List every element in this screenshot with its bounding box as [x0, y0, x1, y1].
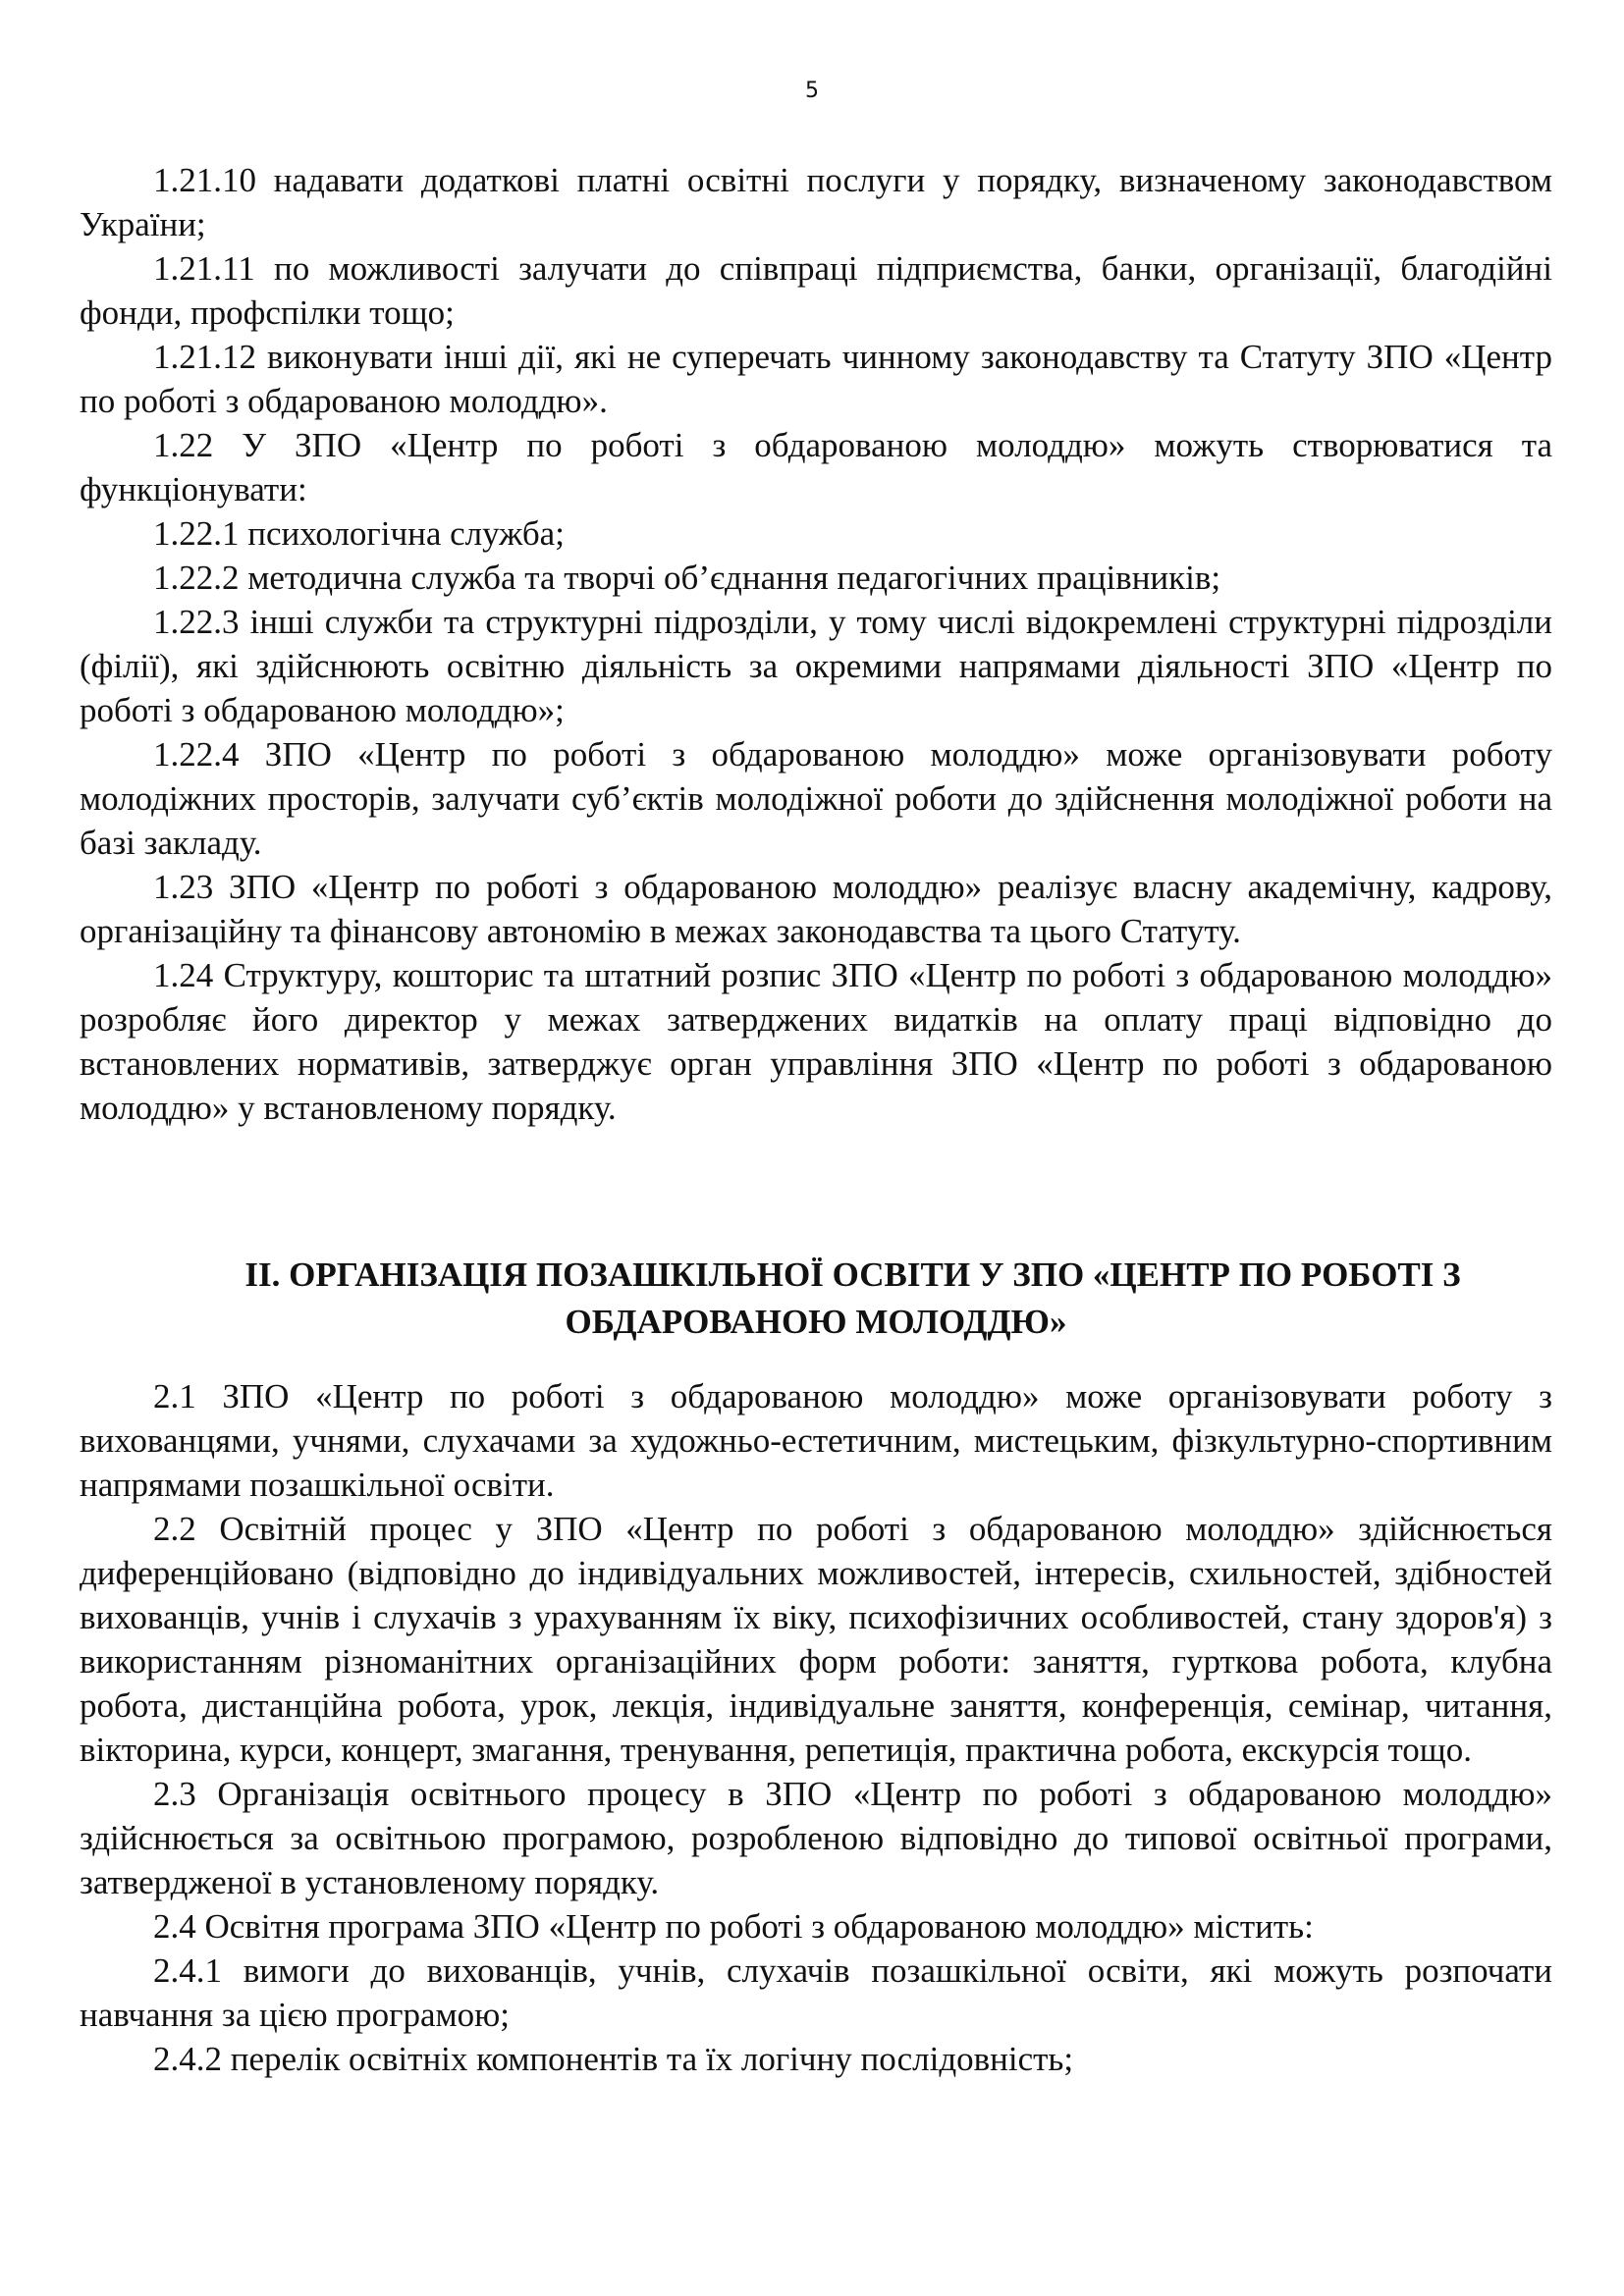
paragraph-2-2: 2.2 Освітній процес у ЗПО «Центр по роботі з обдарованою молоддю» здійснюється диференційовано (відповідно до індивідуальних можливостей, інтересів, схильностей, здібностей вихованців, учнів і слухачів з урахуванням їх віку, психофізичних особливостей, стану здоров'я) з використанням різноманітних організаційних форм роботи: заняття, гурткова робота, клубна робота, дистанційна робота, урок, лекція, індивідуальне заняття, конференція, семінар, читання, вікторина, курси, концерт, змагання, тренування, репетиція, практична робота, екскурсія тощо. [80, 1510, 1552, 1769]
paragraph-2-4-1: 2.4.1 вимоги до вихованців, учнів, слухачів позашкільної освіти, які можуть розпочати навчання за цією програмою; [80, 1951, 1552, 2034]
section-2-heading-line-1: ІІ. ОРГАНІЗАЦІЯ ПОЗАШКІЛЬНОЇ ОСВІТИ У ЗПО «ЦЕНТР ПО РОБОТІ З [244, 1255, 1461, 1294]
paragraph-2-3: 2.3 Організація освітнього процесу в ЗПО «Центр по роботі з обдарованою молоддю» здійснюється за освітньою програмою, розробленою відповідно до типової освітньої програми, затвердженої в установленому порядку. [80, 1775, 1552, 1901]
section-1-body [80, 158, 1552, 1130]
paragraph-1-24: 1.24 Структуру, кошторис та штатний розпис ЗПО «Центр по роботі з обдарованою молоддю» розробляє його директор у межах затверджених видатків на оплату праці відповідно до встановлених нормативів, затверджує орган управління ЗПО «Центр по роботі з обдарованою молоддю» у встановленому порядку. [80, 956, 1552, 1127]
section-2-heading [80, 1252, 1552, 1346]
section-2-body [80, 1374, 1552, 2081]
paragraph-2-4: 2.4 Освітня програма ЗПО «Центр по роботі з обдарованою молоддю» містить: [153, 1907, 1314, 1946]
section-2-heading-line-2: ОБДАРОВАНОЮ МОЛОДДЮ» [565, 1303, 1067, 1341]
paragraph-1-22-3: 1.22.3 інші служби та структурні підрозділи, у тому числі відокремлені структурні підрозділи (філії), які здійснюють освітню діяльність за окремими напрямами діяльності ЗПО «Центр по роботі з обдарованою молоддю»; [80, 603, 1552, 729]
paragraph-1-21-11: 1.21.11 по можливості залучати до співпраці підприємства, банки, організації, благодійні фонди, профспілки тощо; [80, 249, 1552, 332]
paragraph-2-4-2: 2.4.2 перелік освітніх компонентів та їх логічну послідовність; [153, 2040, 1074, 2078]
paragraph-1-22-2: 1.22.2 методична служба та творчі об’єднання педагогічних працівників; [153, 559, 1221, 597]
paragraph-1-21-12: 1.21.12 виконувати інші дії, які не суперечать чинному законодавству та Статуту ЗПО «Центр по роботі з обдарованою молоддю». [80, 338, 1552, 420]
paragraph-1-22-1: 1.22.1 психологічна служба; [153, 514, 565, 553]
paragraph-1-22: 1.22 У ЗПО «Центр по роботі з обдарованою молоддю» можуть створюватися та функціонувати: [80, 426, 1552, 508]
page-number: 5 [805, 79, 819, 103]
paragraph-1-23: 1.23 ЗПО «Центр по роботі з обдарованою молоддю» реалізує власну академічну, кадрову, організаційну та фінансову автономію в межах законодавства та цього Статуту. [80, 868, 1552, 950]
paragraph-1-22-4: 1.22.4 ЗПО «Центр по роботі з обдарованою молоддю» може організовувати роботу молодіжних просторів, залучати суб’єктів молодіжної роботи до здійснення молодіжної роботи на базі закладу. [80, 735, 1552, 862]
paragraph-2-1: 2.1 ЗПО «Центр по роботі з обдарованою молоддю» може організовувати роботу з вихованцями, учнями, слухачами за художньо-естетичним, мистецьким, фізкультурно-спортивним напрямами позашкільної освіти. [80, 1377, 1552, 1504]
paragraph-1-21-10: 1.21.10 надавати додаткові платні освітні послуги у порядку, визначеному законодавством України; [80, 161, 1552, 243]
